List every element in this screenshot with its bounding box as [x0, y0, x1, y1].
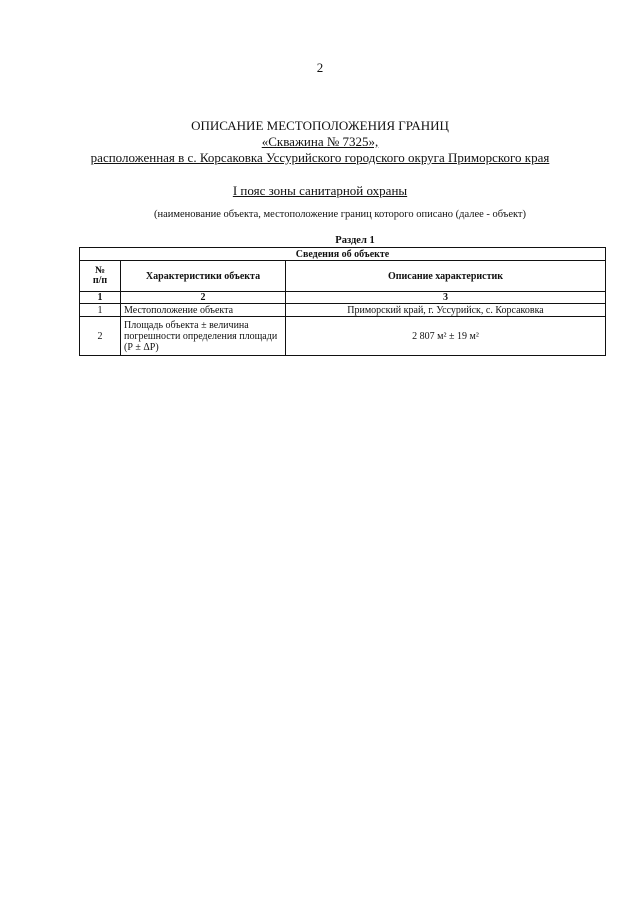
object-caption: (наименование объекта, местоположение границ которого описано (далее - объект) — [153, 209, 527, 220]
row-description: 2 807 м² ± 19 м² — [286, 317, 606, 356]
column-number-3: 3 — [286, 292, 606, 304]
document-title — [0, 118, 640, 166]
row-characteristic: Площадь объекта ± величина погрешности определения площади (Р ± ΔР) — [121, 317, 286, 356]
page-number: 2 — [316, 60, 324, 75]
title-line-2: «Скважина № 7325», — [261, 134, 379, 149]
column-header-characteristic: Характеристики объекта — [121, 261, 286, 292]
zone-heading: I пояс зоны санитарной охраны — [232, 183, 408, 198]
row-description: Приморский край, г. Уссурийск, с. Корсаковка — [286, 304, 606, 317]
section-heading: Раздел 1 — [335, 235, 375, 246]
row-characteristic: Местоположение объекта — [121, 304, 286, 317]
row-number: 1 — [80, 304, 121, 317]
column-number-1: 1 — [80, 292, 121, 304]
title-line-3: расположенная в с. Корсаковка Уссурийского городского округа Приморского края — [90, 150, 550, 165]
column-header-description: Описание характеристик — [286, 261, 606, 292]
object-info-table — [79, 247, 606, 356]
row-number: 2 — [80, 317, 121, 356]
table-row — [80, 317, 606, 356]
column-number-2: 2 — [121, 292, 286, 304]
title-line-1: ОПИСАНИЕ МЕСТОПОЛОЖЕНИЯ ГРАНИЦ — [191, 118, 449, 133]
table-heading: Сведения об объекте — [80, 248, 606, 261]
column-header-number: № п/п — [80, 261, 121, 292]
table-row — [80, 304, 606, 317]
